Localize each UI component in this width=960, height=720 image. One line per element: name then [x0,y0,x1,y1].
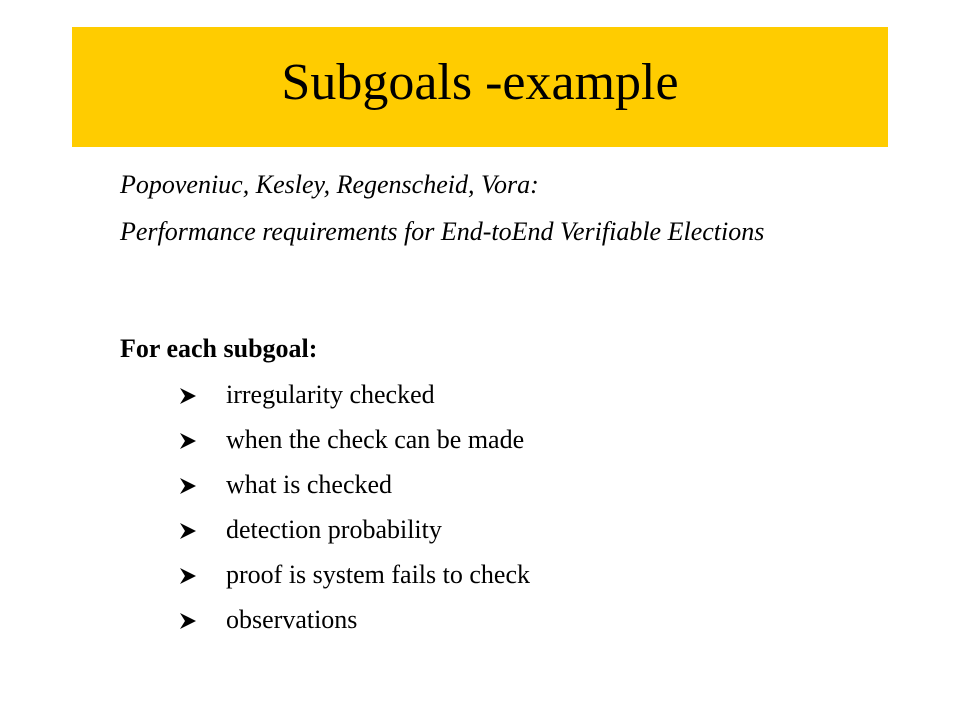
bullet-text: when the check can be made [226,424,525,454]
section-heading: For each subgoal: [120,334,318,363]
bullet-text: proof is system fails to check [226,559,530,589]
arrowhead-bullet-icon [178,472,226,498]
arrowhead-bullet-icon [178,607,226,633]
list-item [178,597,530,642]
list-item [178,417,530,462]
list-item [178,372,530,417]
list-item [178,552,530,597]
list-item [178,507,530,552]
slide-title: Subgoals -example [281,54,679,111]
arrowhead-bullet-icon [178,427,226,453]
arrowhead-bullet-icon [178,382,226,408]
subgoal-bullet-list [178,372,530,642]
paper-title: Performance requirements for End-toEnd Verifiable Elections [120,217,765,246]
bullet-text: irregularity checked [226,379,435,409]
arrowhead-bullet-icon [178,562,226,588]
title-bar [72,27,888,147]
bullet-text: observations [226,604,358,634]
bullet-text: what is checked [226,469,393,499]
arrowhead-bullet-icon [178,517,226,543]
bullet-text: detection probability [226,514,442,544]
paper-authors: Popoveniuc, Kesley, Regenscheid, Vora: [120,170,539,199]
list-item [178,462,530,507]
